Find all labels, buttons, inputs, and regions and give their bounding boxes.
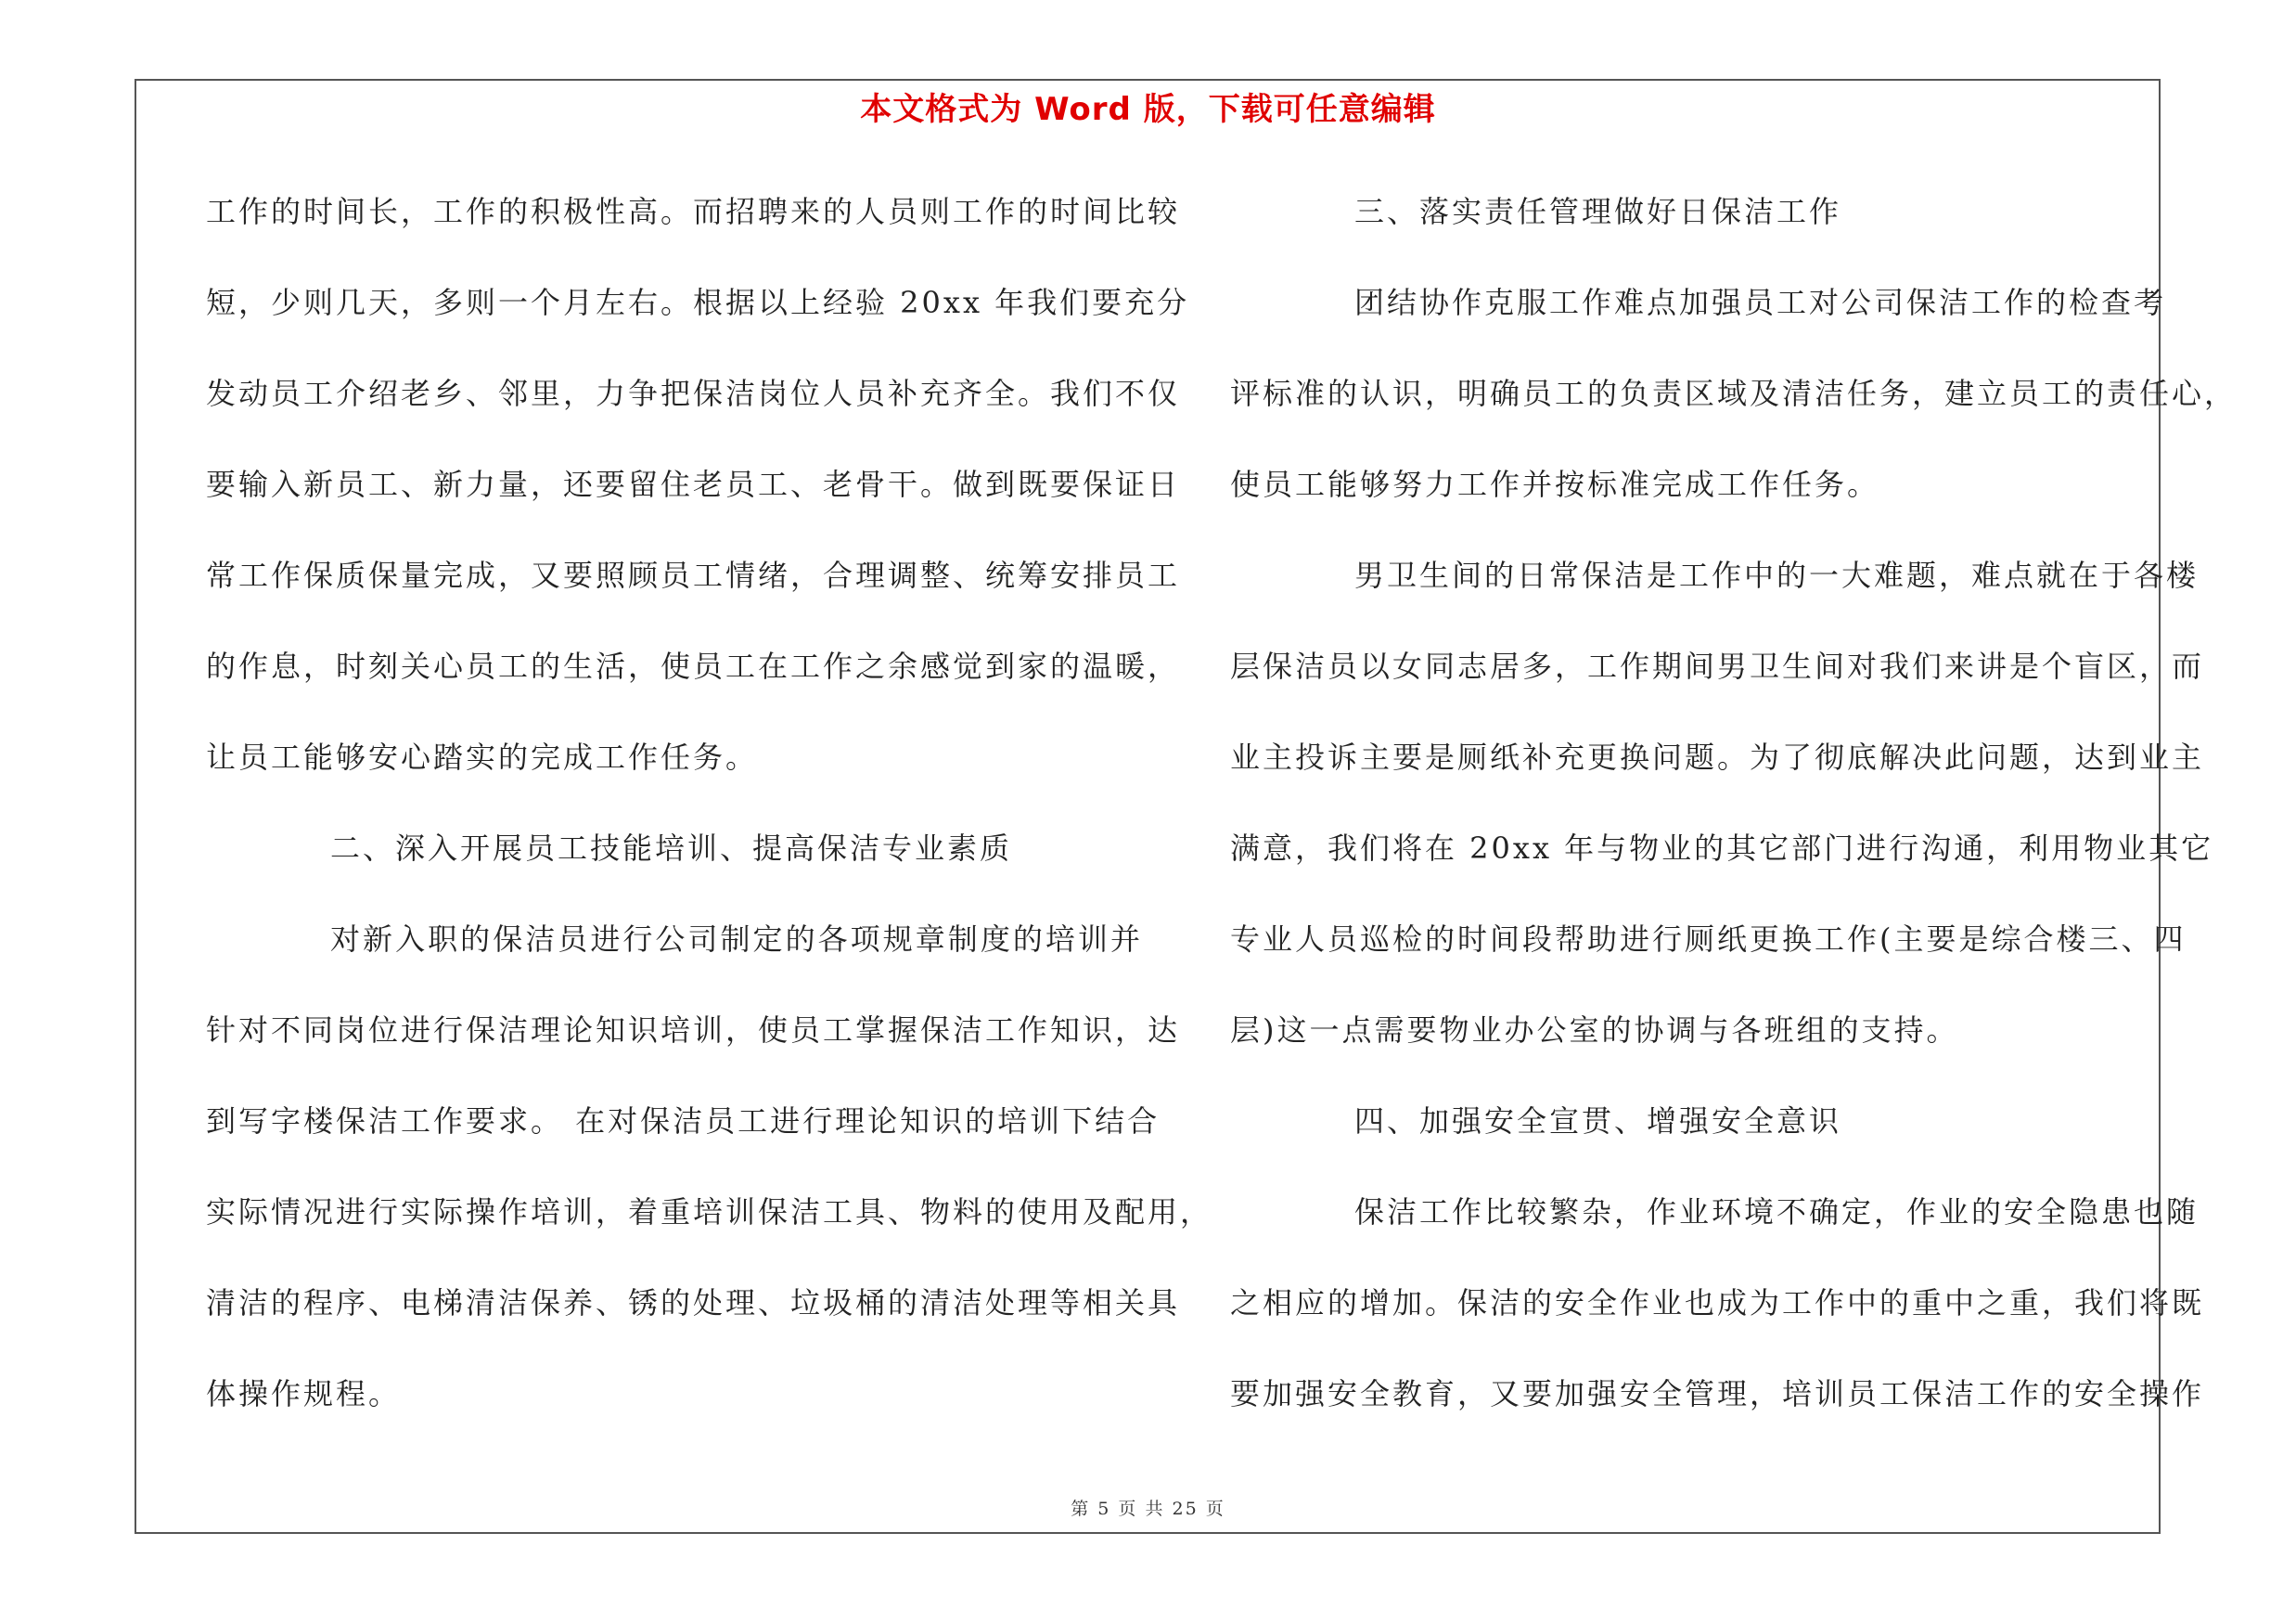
paragraph-line: 的作息，时刻关心员工的生活，使员工在工作之余感觉到家的温暖，	[206, 649, 1181, 684]
paragraph-line: 常工作保质保量完成，又要照顾员工情绪，合理调整、统筹安排员工	[206, 558, 1181, 593]
paragraph-line: 短，少则几天，多则一个月左右。根据以上经验 20xx 年我们要充分	[206, 285, 1190, 320]
paragraph-line: 对新入职的保洁员进行公司制定的各项规章制度的培训并	[330, 921, 1143, 957]
paragraph-line: 到写字楼保洁工作要求。 在对保洁员工进行理论知识的培训下结合	[206, 1103, 1161, 1139]
paragraph-line: 之相应的增加。保洁的安全作业也成为工作中的重中之重，我们将既	[1230, 1285, 2205, 1320]
paragraph-line: 工作的时间长，工作的积极性高。而招聘来的人员则工作的时间比较	[206, 194, 1181, 229]
page-number-footer: 第 5 页 共 25 页	[1071, 1499, 1225, 1519]
right-text-column	[1230, 184, 2238, 1457]
paragraph-line: 体操作规程。	[206, 1376, 402, 1411]
paragraph-line: 清洁的程序、电梯清洁保养、锈的处理、垃圾桶的清洁处理等相关具	[206, 1285, 1181, 1320]
paragraph-line: 实际情况进行实际操作培训，着重培训保洁工具、物料的使用及配用，	[206, 1194, 1213, 1230]
paragraph-line: 团结协作克服工作难点加强员工对公司保洁工作的检查考	[1354, 285, 2167, 320]
section-heading: 二、深入开展员工技能培训、提高保洁专业素质	[330, 831, 1013, 866]
paragraph-line: 专业人员巡检的时间段帮助进行厕纸更换工作(主要是综合楼三、四	[1230, 921, 2187, 957]
paragraph-line: 业主投诉主要是厕纸补充更换问题。为了彻底解决此问题，达到业主	[1230, 740, 2205, 775]
paragraph-line: 满意，我们将在 20xx 年与物业的其它部门进行沟通，利用物业其它	[1230, 831, 2214, 866]
format-banner: 本文格式为 Word 版，下载可任意编辑	[860, 91, 1436, 128]
paragraph-line: 层保洁员以女同志居多，工作期间男卫生间对我们来讲是个盲区，而	[1230, 649, 2205, 684]
paragraph-line: 针对不同岗位进行保洁理论知识培训，使员工掌握保洁工作知识，达	[206, 1012, 1181, 1048]
left-text-column	[206, 184, 1213, 1457]
paragraph-line: 保洁工作比较繁杂，作业环境不确定，作业的安全隐患也随	[1354, 1194, 2200, 1230]
paragraph-line: 使员工能够努力工作并按标准完成工作任务。	[1230, 467, 1880, 502]
paragraph-line: 发动员工介绍老乡、邻里，力争把保洁岗位人员补充齐全。我们不仅	[206, 376, 1181, 411]
paragraph-line: 让员工能够安心踏实的完成工作任务。	[206, 740, 759, 775]
paragraph-line: 要加强安全教育，又要加强安全管理，培训员工保洁工作的安全操作	[1230, 1376, 2205, 1411]
paragraph-line: 要输入新员工、新力量，还要留住老员工、老骨干。做到既要保证日	[206, 467, 1181, 502]
paragraph-line: 层)这一点需要物业办公室的协调与各班组的支持。	[1230, 1012, 1959, 1048]
paragraph-line: 男卫生间的日常保洁是工作中的一大难题，难点就在于各楼	[1354, 558, 2200, 593]
paragraph-line: 评标准的认识，明确员工的负责区域及清洁任务，建立员工的责任心，	[1230, 376, 2238, 411]
section-heading: 四、加强安全宣贯、增强安全意识	[1354, 1103, 1842, 1139]
section-heading: 三、落实责任管理做好日保洁工作	[1354, 194, 1842, 229]
